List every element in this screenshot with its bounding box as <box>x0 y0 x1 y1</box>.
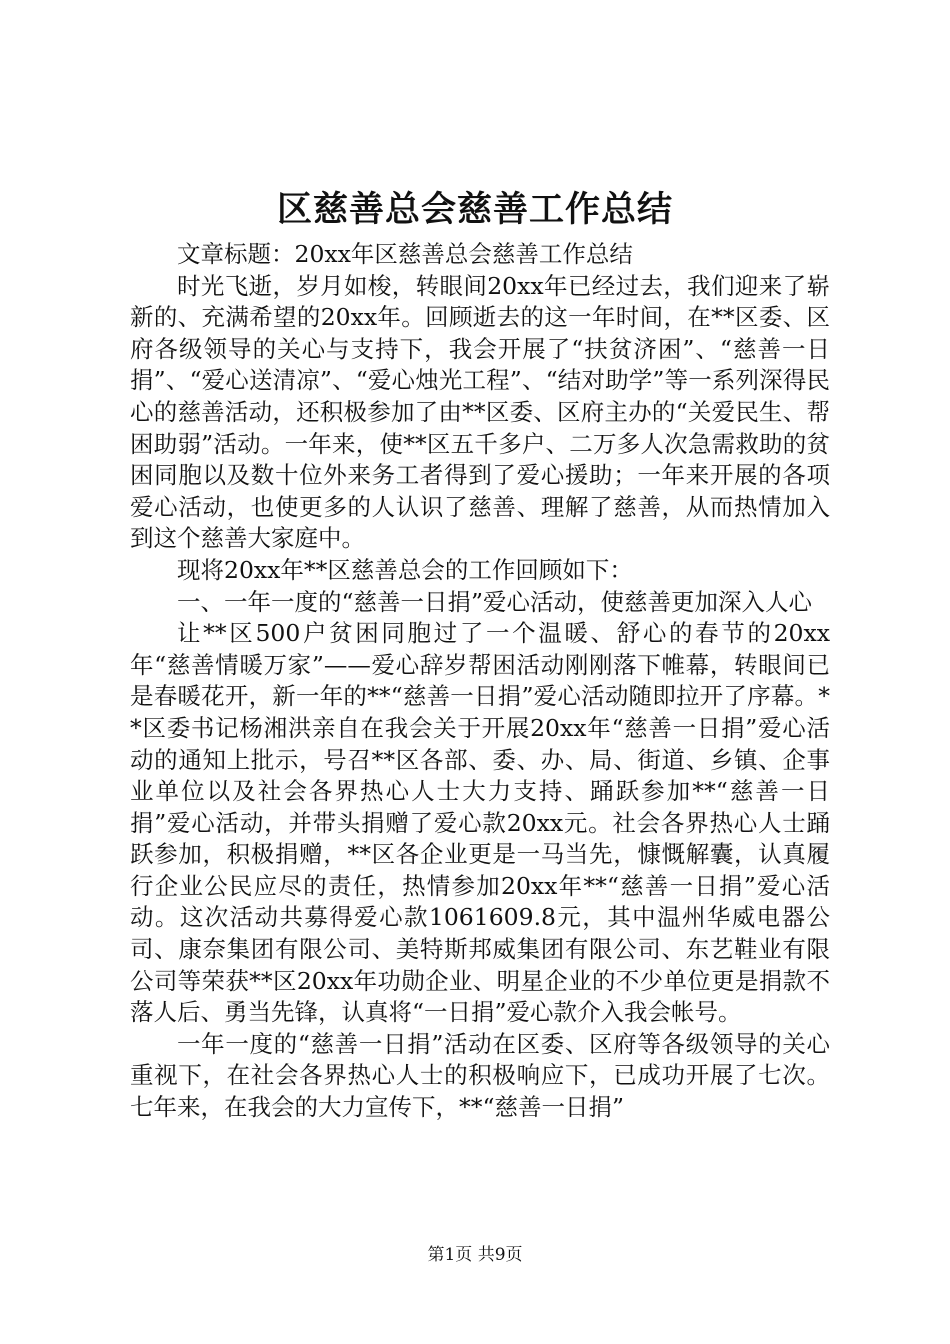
document-title: 区慈善总会慈善工作总结 <box>276 189 673 230</box>
page-footer: 第1页 共9页 <box>427 1245 523 1265</box>
paragraph-review-lead: 现将20xx年**区慈善总会的工作回顾如下： <box>177 555 633 584</box>
paragraph-section-heading-1: 一、一年一度的“慈善一日捐”爱心活动，使慈善更加深入人心 <box>177 587 813 616</box>
document-body <box>130 239 830 1124</box>
paragraph-intro: 时光飞逝，岁月如梭，转眼间20xx年已经过去，我们迎来了崭新的、充满希望的20xx年。回顾逝去的这一年时间，在**区委、区府各级领导的关心与支持下，我会开展了“扶贫济困”、“慈善一日捐”、“爱心送清凉”、“爱心烛光工程”、“结对助学”等一系列深得民心的慈善活动，还积极参加了由**区委、区府主办的“关爱民生、帮困助弱”活动。一年来，使**区五千多户、二万多人次急需救助的贫困同胞以及数十位外来务工者得到了爱心援助；一年来开展的各项爱心活动，也使更多的人认识了慈善、理解了慈善，从而热情加入到这个慈善大家庭中。 <box>130 271 830 553</box>
paragraph-section-1-body: 让**区500户贫困同胞过了一个温暖、舒心的春节的20xx年“慈善情暖万家”——爱心辞岁帮困活动刚刚落下帷幕，转眼间已是春暖花开，新一年的**“慈善一日捐”爱心活动随即拉开了序幕。**区委书记杨湘洪亲自在我会关于开展20xx年“慈善一日捐”爱心活动的通知上批示，号召**区各部、委、办、局、街道、乡镇、企事业单位以及社会各界热心人士大力支持、踊跃参加**“慈善一日捐”爱心活动，并带头捐赠了爱心款20xx元。社会各界热心人士踊跃参加，积极捐赠，**区各企业更是一马当先，慷慨解囊，认真履行企业公民应尽的责任，热情参加20xx年**“慈善一日捐”爱心活动。这次活动共募得爱心款1061609.8元，其中温州华威电器公司、康奈集团有限公司、美特斯邦威集团有限公司、东艺鞋业有限公司等荣获**区20xx年功勋企业、明星企业的不少单位更是捐款不落人后、勇当先锋，认真将“一日捐”爱心款介入我会帐号。 <box>130 619 830 1027</box>
paragraph-article-title: 文章标题：20xx年区慈善总会慈善工作总结 <box>177 240 633 268</box>
paragraph-section-1-continued: 一年一度的“慈善一日捐”活动在区委、区府等各级领导的关心重视下，在社会各界热心人士的积极响应下，已成功开展了七次。七年来，在我会的大力宣传下，**“慈善一日捐” <box>130 1029 830 1122</box>
